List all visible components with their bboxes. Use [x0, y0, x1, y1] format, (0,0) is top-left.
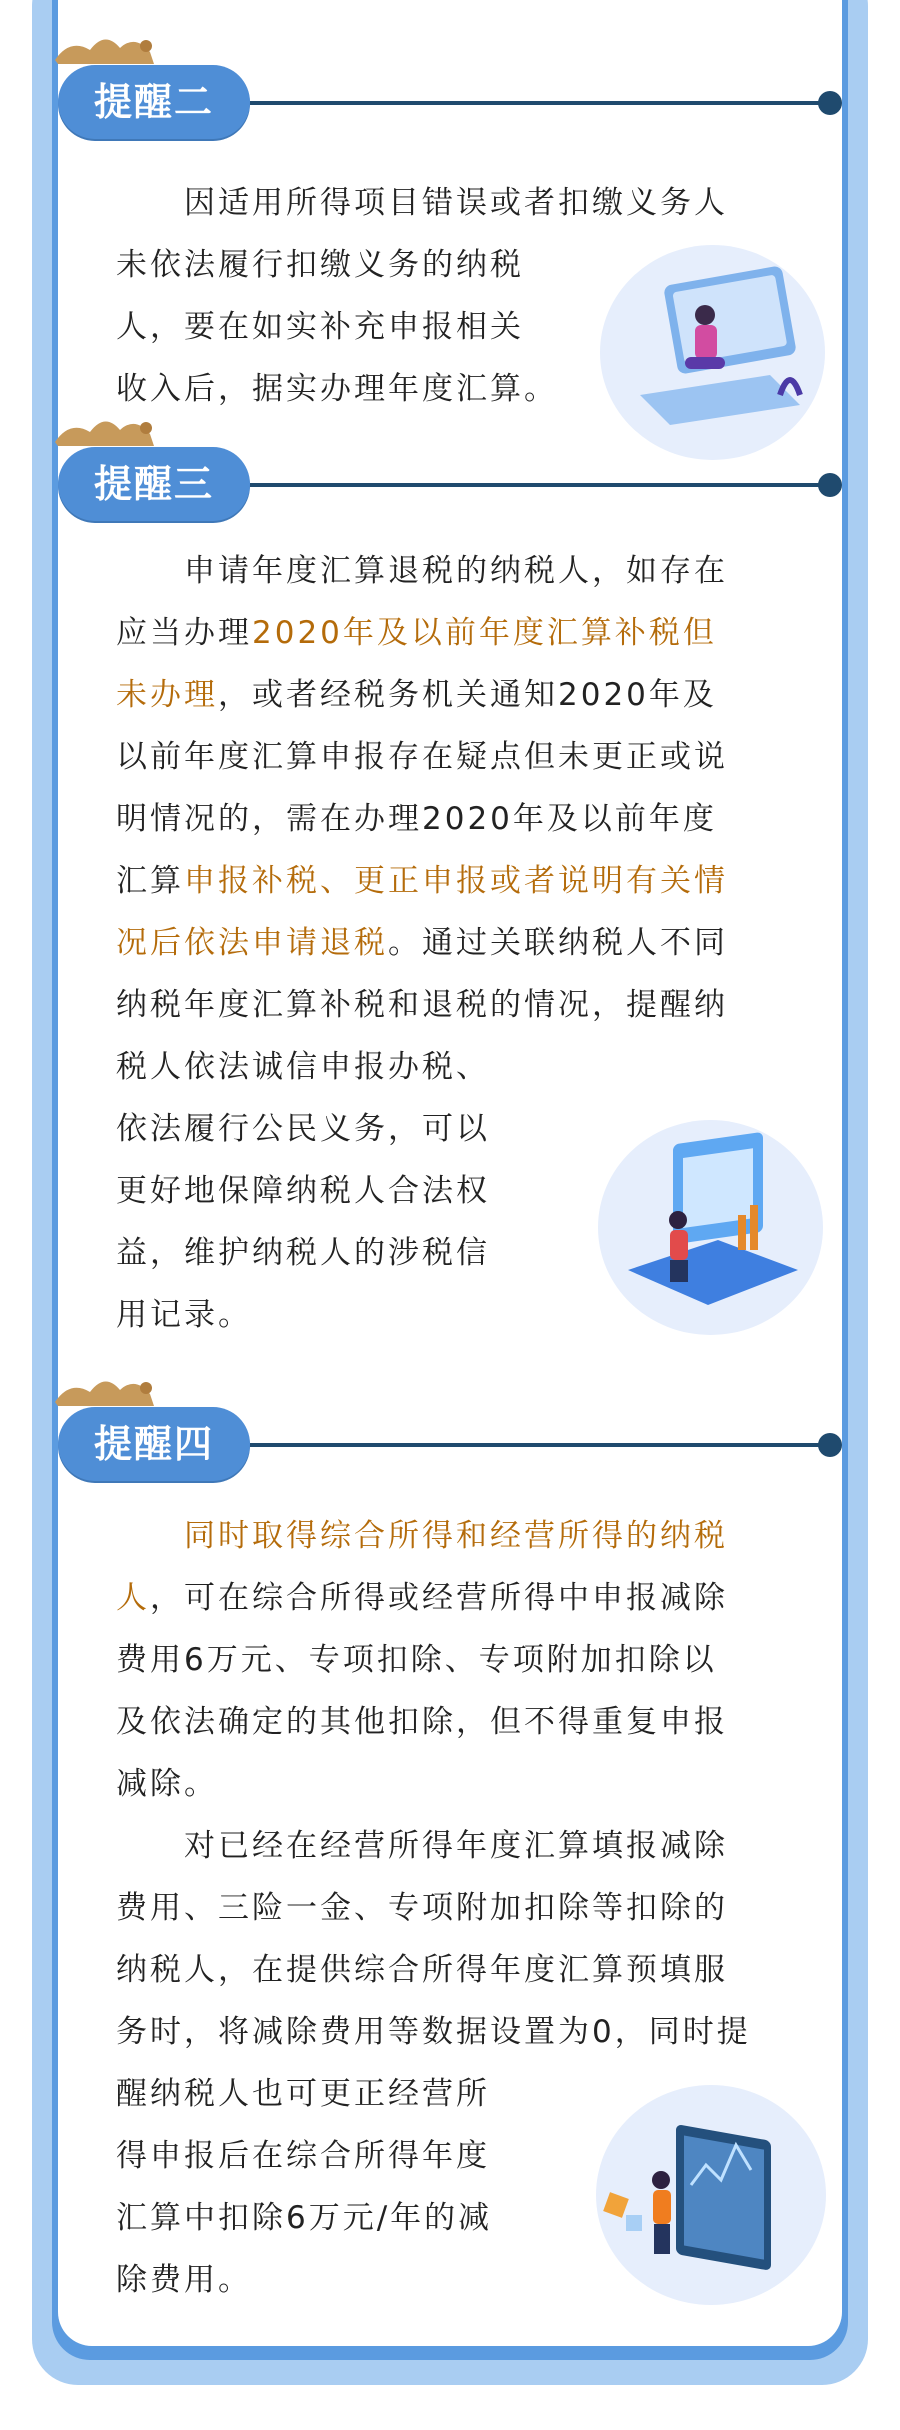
text-line: [116, 664, 816, 726]
text-line: [116, 726, 816, 788]
text-line: [116, 540, 816, 602]
body-text: 未依法履行扣缴义务的纳税: [116, 247, 524, 283]
body-text: 收入后，据实办理年度汇算。: [116, 371, 558, 407]
body-text: 益，维护纳税人的涉税信: [116, 1235, 490, 1271]
woman-laptop-illustration: [600, 245, 825, 460]
title-divider: [250, 101, 830, 105]
text-line: [116, 1629, 816, 1691]
text-line: [116, 2001, 816, 2063]
body-text: 更好地保障纳税人合法权: [116, 1173, 490, 1209]
highlighted-text: 申报补税、更正申报或者说明有关情: [184, 863, 728, 899]
body-text: 费用6万元、专项扣除、专项附加扣除以: [116, 1642, 717, 1678]
section-title-3: 提醒三: [58, 447, 250, 521]
body-text: 纳税年度汇算补税和退税的情况，提醒纳: [116, 987, 728, 1023]
man-chart-board-illustration: [596, 2085, 826, 2305]
body-text: 应当办理: [116, 615, 252, 651]
body-text: 对已经在经营所得年度汇算填报减除: [116, 1828, 728, 1864]
body-text: 依法履行公民义务，可以: [116, 1111, 490, 1147]
body-text: 得申报后在综合所得年度: [116, 2138, 490, 2174]
text-line: [116, 1036, 816, 1098]
text-line: [116, 788, 816, 850]
body-text: 汇算: [116, 863, 184, 899]
text-line: [116, 1691, 816, 1753]
text-line: [116, 1939, 816, 2001]
text-line: [116, 912, 816, 974]
body-text: 务时，将减除费用等数据设置为0，同时提: [116, 2014, 751, 2050]
highlighted-text: 同时取得综合所得和经营所得的纳税: [184, 1518, 728, 1554]
text-line: [116, 1815, 816, 1877]
highlighted-text: 人: [116, 1580, 150, 1616]
body-text: 醒纳税人也可更正经营所: [116, 2076, 490, 2112]
body-text: 申请年度汇算退税的纳税人，如存在: [116, 553, 728, 589]
man-dashboard-illustration: [598, 1120, 823, 1335]
section-title-2: 提醒二: [58, 65, 250, 139]
section-title-4: 提醒四: [58, 1407, 250, 1481]
highlighted-text: 况后依法申请退税: [116, 925, 388, 961]
text-line: [116, 602, 816, 664]
body-text: 。通过关联纳税人不同: [388, 925, 728, 961]
camel-icon: [50, 28, 160, 68]
body-text: 纳税人，在提供综合所得年度汇算预填服: [116, 1952, 728, 1988]
body-text: [116, 1518, 184, 1554]
camel-icon: [50, 1370, 160, 1410]
title-divider: [250, 1443, 830, 1447]
body-text: 除费用。: [116, 2262, 252, 2298]
body-text: 用记录。: [116, 1297, 252, 1333]
body-text: 减除。: [116, 1766, 218, 1802]
divider-dot: [818, 91, 842, 115]
highlighted-text: 2020年及以前年度汇算补税但: [252, 615, 717, 651]
body-text: 明情况的，需在办理2020年及以前年度: [116, 801, 717, 837]
body-text: 以前年度汇算申报存在疑点但未更正或说: [116, 739, 728, 775]
highlighted-text: 未办理: [116, 677, 218, 713]
text-line: [116, 172, 796, 234]
title-divider: [250, 483, 830, 487]
text-line: [116, 974, 816, 1036]
camel-icon: [50, 410, 160, 450]
body-text: 及依法确定的其他扣除，但不得重复申报: [116, 1704, 728, 1740]
text-line: [116, 1505, 816, 1567]
text-line: [116, 1753, 816, 1815]
divider-dot: [818, 473, 842, 497]
text-line: [116, 1877, 816, 1939]
text-line: [116, 1567, 816, 1629]
body-text: 汇算中扣除6万元/年的减: [116, 2200, 493, 2236]
divider-dot: [818, 1433, 842, 1457]
body-text: ，或者经税务机关通知2020年及: [218, 677, 717, 713]
body-text: 因适用所得项目错误或者扣缴义务人: [116, 185, 728, 221]
body-text: 税人依法诚信申报办税、: [116, 1049, 490, 1085]
body-text: 人，要在如实补充申报相关: [116, 309, 524, 345]
body-text: 费用、三险一金、专项附加扣除等扣除的: [116, 1890, 728, 1926]
body-text: ，可在综合所得或经营所得中申报减除: [150, 1580, 728, 1616]
text-line: [116, 850, 816, 912]
